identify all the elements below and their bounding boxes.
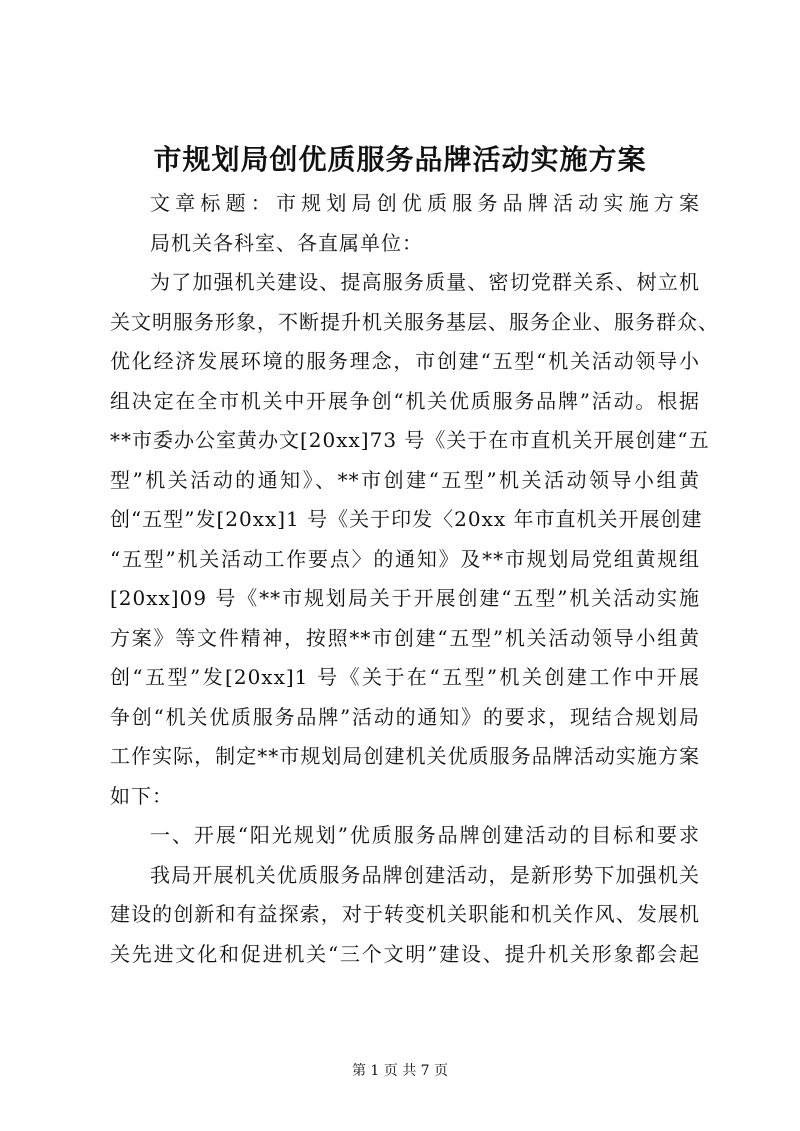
paragraph-line: 方案》等文件精神，按照**市创建“五型”机关活动领导小组黄 bbox=[110, 625, 700, 650]
paragraph-line: “五型”机关活动工作要点〉的通知》及**市规划局党组黄规组 bbox=[110, 546, 700, 571]
paragraph-line: 创“五型”发[20xx]1 号《关于在“五型”机关创建工作中开展 bbox=[110, 665, 700, 689]
paragraph-line: 文章标题：市规划局创优质服务品牌活动实施方案 bbox=[150, 191, 700, 215]
paragraph-line: 建设的创新和有益探索，对于转变机关职能和机关作风、发展机 bbox=[110, 902, 700, 926]
paragraph-line: 为了加强机关建设、提高服务质量、密切党群关系、树立机 bbox=[150, 270, 700, 294]
paragraph-line: 关先进文化和促进机关“三个文明”建设、提升机关形象都会起 bbox=[110, 941, 700, 966]
paragraph-line: 关文明服务形象，不断提升机关服务基层、服务企业、服务群众、 bbox=[110, 309, 719, 334]
paragraph-line: 争创“机关优质服务品牌”活动的通知》的要求，现结合规划局 bbox=[110, 704, 700, 729]
page-footer: 第 1 页 共 7 页 bbox=[351, 1063, 449, 1079]
paragraph-line: 工作实际，制定**市规划局创建机关优质服务品牌活动实施方案 bbox=[110, 744, 700, 768]
section-heading: 一、开展“阳光规划”优质服务品牌创建活动的目标和要求 bbox=[150, 823, 700, 847]
document-body bbox=[110, 184, 719, 974]
paragraph-line: 局机关各科室、各直属单位： bbox=[150, 230, 423, 255]
paragraph-line: 优化经济发展环境的服务理念，市创建“五型“机关活动领导小 bbox=[110, 349, 700, 373]
paragraph-line: 我局开展机关优质服务品牌创建活动，是新形势下加强机关 bbox=[150, 862, 700, 887]
paragraph-line: 组决定在全市机关中开展争创“机关优质服务品牌”活动。根据 bbox=[110, 388, 700, 413]
document-title: 市规划局创优质服务品牌活动实施方案 bbox=[153, 143, 647, 176]
paragraph-line: 创“五型”发[20xx]1 号《关于印发〈20xx 年市直机关开展创建 bbox=[110, 507, 703, 531]
paragraph-line: 如下： bbox=[110, 783, 173, 808]
paragraph-line: 型”机关活动的通知》、**市创建“五型”机关活动领导小组黄 bbox=[110, 467, 700, 492]
paragraph-line: [20xx]09 号《**市规划局关于开展创建“五型”机关活动实施 bbox=[110, 586, 700, 610]
paragraph-line: **市委办公室黄办文[20xx]73 号《关于在市直机关开展创建“五 bbox=[110, 428, 710, 452]
